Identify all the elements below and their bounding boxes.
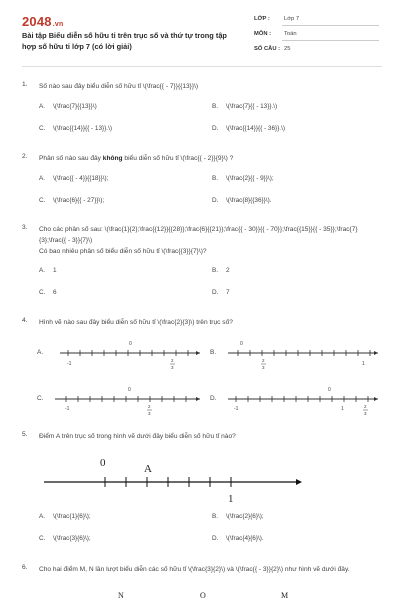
question-text-line: Cho các phân số sau: \(\frac{1}{2};\frac{{12}}{{28}};\frac{6}{{21}};\frac{{ - 30}}{{ - 70}};\frac{{15}}{{ - 35}};\frac{7}{3};\frac{{ - 3}}{7}\): [39, 226, 358, 244]
option-letter: C.: [39, 289, 46, 296]
question-text: Điểm A trên trục số trong hình vẽ dưới đây biểu diễn số hữu tỉ nào?: [39, 433, 236, 440]
option-text: 1: [53, 267, 57, 274]
option-d[interactable]: [212, 535, 264, 542]
tick-label: 1: [341, 406, 344, 412]
point-m-label: M: [281, 591, 289, 600]
option-b[interactable]: [212, 267, 230, 274]
option-b[interactable]: [212, 513, 264, 520]
option-letter: C.: [39, 125, 46, 132]
tick-label-zero: 0: [100, 457, 106, 469]
meta-class-key: LỚP :: [254, 16, 270, 22]
option-a[interactable]: [39, 267, 57, 274]
fraction-denominator: 3: [262, 365, 265, 370]
option-letter: C.: [39, 197, 46, 204]
option-text: \(\frac{2}{{ - 9}}\);: [226, 175, 274, 182]
option-letter: B.: [212, 513, 219, 520]
question-text-emphasis: không: [102, 155, 123, 162]
number-line-q6: [0, 586, 400, 600]
option-text: \(\frac{{ - 4}}{{18}}\);: [53, 175, 109, 182]
question-number: 1.: [22, 81, 28, 88]
option-letter: B.: [212, 175, 219, 182]
option-b[interactable]: [212, 175, 274, 182]
axis-arrow: [196, 397, 200, 401]
fraction-numerator: 2: [364, 404, 367, 409]
option-text: 7: [226, 289, 230, 296]
option-d[interactable]: [212, 197, 271, 204]
option-text: \(\frac{{14}}{{ - 13}}.\): [53, 125, 112, 132]
option-letter: A.: [39, 267, 46, 274]
meta-count-value: 25: [284, 46, 291, 52]
option-a[interactable]: [37, 341, 200, 370]
option-letter: A.: [39, 175, 46, 182]
point-n-label: N: [118, 591, 124, 600]
meta-subject-key: MÔN :: [254, 31, 272, 37]
meta-count-key: SỐ CÂU :: [254, 46, 281, 52]
option-letter: A.: [39, 513, 46, 520]
option-text: \(\frac{4}{6}\).: [226, 535, 264, 542]
option-text: \(\frac{6}{{ - 27}}\);: [53, 197, 105, 204]
option-c[interactable]: [37, 387, 200, 415]
option-text: \(\frac{8}{{36}}\).: [226, 197, 272, 204]
meta-divider: [282, 40, 379, 41]
option-a[interactable]: [39, 103, 97, 110]
option-text: 2: [226, 267, 230, 274]
tick-label: 0: [240, 341, 243, 347]
axis-arrow: [374, 351, 378, 355]
option-d[interactable]: [212, 289, 230, 296]
question-text: Hình vẽ nào sau đây biểu diễn số hữu tỉ \(\frac{2}{3}\) trên trục số?: [39, 319, 233, 326]
option-letter: D.: [210, 395, 217, 402]
option-letter: A.: [37, 349, 44, 356]
point-a-label: A: [144, 463, 152, 475]
option-letter: B.: [210, 349, 217, 356]
site-logo[interactable]: [22, 14, 63, 29]
tick-label: 1: [362, 361, 365, 367]
question-text: [39, 224, 384, 257]
fraction-numerator: 2: [171, 358, 174, 363]
option-c[interactable]: [39, 535, 91, 542]
option-letter: B.: [212, 267, 219, 274]
tick-label: -1: [65, 406, 70, 412]
question-number: 2.: [22, 153, 28, 160]
tick-label-one: 1: [228, 493, 234, 505]
meta-class-value: Lớp 7: [284, 16, 300, 22]
header-divider: [22, 66, 382, 67]
option-text: \(\frac{7}{{ - 13}}.\): [226, 103, 278, 110]
tick-label: 0: [328, 387, 331, 393]
logo-text: 2048: [22, 14, 52, 29]
worksheet-header: [0, 0, 400, 64]
option-a[interactable]: [39, 513, 91, 520]
option-letter: A.: [39, 103, 46, 110]
option-letter: D.: [212, 535, 219, 542]
option-letter: C.: [37, 395, 44, 402]
fraction-denominator: 3: [364, 411, 367, 415]
option-text: 6: [53, 289, 57, 296]
option-text: \(\frac{{14}}{{ - 36}}.\): [226, 125, 285, 132]
number-line-q5: [0, 448, 400, 508]
tick-label: 0: [129, 341, 132, 347]
logo-suffix: .vn: [52, 21, 64, 28]
tick-label: 0: [128, 387, 131, 393]
question-text: Số nào sau đây biểu diễn số hữu tỉ \(\frac{{ - 7}}{{13}}\): [39, 83, 199, 90]
point-o-label: O: [200, 591, 206, 600]
option-c[interactable]: [39, 125, 112, 132]
option-letter: C.: [39, 535, 46, 542]
option-b[interactable]: [210, 341, 378, 370]
question-number: 5.: [22, 431, 28, 438]
axis-arrow: [196, 351, 200, 355]
fraction-denominator: 3: [171, 365, 174, 370]
option-d[interactable]: [212, 125, 285, 132]
option-c[interactable]: [39, 197, 104, 204]
question-number: 6.: [22, 564, 28, 571]
question-text-part: Phân số nào sau đây: [39, 155, 103, 162]
option-a[interactable]: [39, 175, 108, 182]
axis-arrow: [296, 479, 302, 485]
question-number: 4.: [22, 317, 28, 324]
question-text-part: biểu diễn số hữu tỉ \(\frac{{ - 2}}{9}\) ?: [122, 155, 234, 162]
option-c[interactable]: [39, 289, 57, 296]
tick-label: -1: [67, 361, 72, 367]
meta-divider: [282, 25, 379, 26]
meta-subject-value: Toán: [284, 31, 297, 37]
option-letter: B.: [212, 103, 219, 110]
worksheet-title: Bài tập Biểu diễn số hữu tỉ trên trục số và thứ tự trong tập hợp số hữu tỉ lớp 7 (có lời giải): [22, 31, 227, 51]
question-text-line: Có bao nhiêu phân số biểu diễn số hữu tỉ \(\frac{{3}}{7}\)?: [39, 248, 207, 255]
option-text: \(\frac{1}{6}\);: [53, 513, 91, 520]
option-letter: D.: [212, 197, 219, 204]
option-b[interactable]: [212, 103, 277, 110]
option-letter: D.: [212, 289, 219, 296]
axis-arrow: [374, 397, 378, 401]
fraction-numerator: 2: [148, 404, 151, 409]
option-d[interactable]: [210, 387, 378, 415]
option-text: \(\frac{7}{{13}}\): [53, 103, 97, 110]
fraction-denominator: 3: [148, 411, 151, 415]
option-text: \(\frac{2}{6}\);: [226, 513, 264, 520]
question-number: 3.: [22, 224, 28, 231]
question-text: [39, 153, 384, 164]
tick-label: -1: [234, 406, 239, 412]
option-letter: D.: [212, 125, 219, 132]
number-line-options: [0, 335, 400, 415]
option-text: \(\frac{3}{6}\);: [53, 535, 91, 542]
question-text: Cho hai điểm M, N lần lượt biểu diễn các số hữu tỉ \(\frac{3}{2}\) và \(\frac{{ - 3}}{2}\) như hình vẽ dưới đây.: [39, 566, 350, 573]
fraction-numerator: 2: [262, 358, 265, 363]
